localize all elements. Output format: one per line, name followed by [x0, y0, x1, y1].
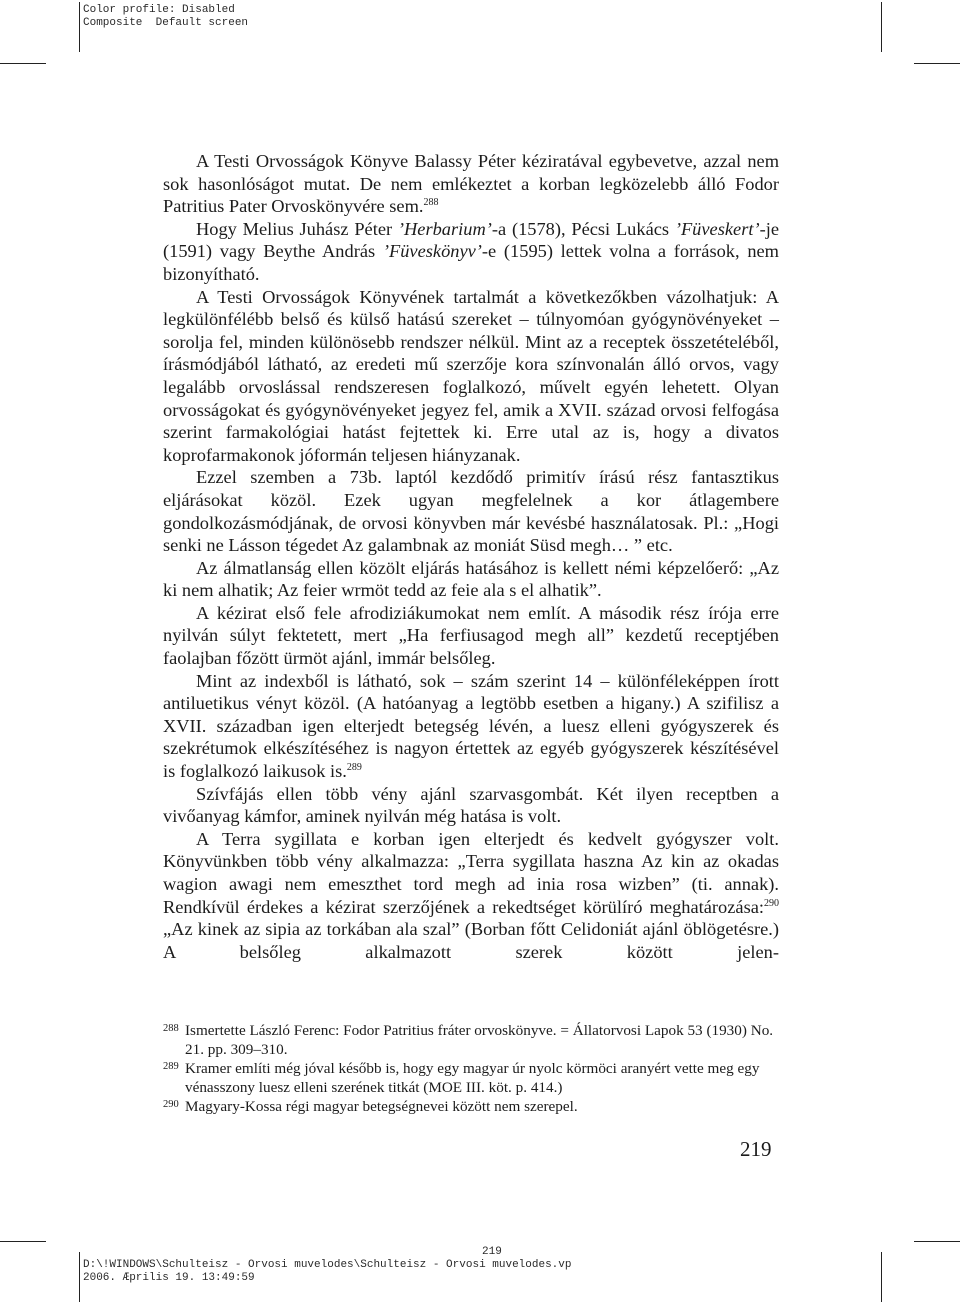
footnote-290 [163, 1097, 779, 1116]
footer-timestamp: 2006. Æprilis 19. 13:49:59 [83, 1272, 255, 1284]
footnote-text: Ismertette László Ferenc: Fodor Patritius fráter orvoskönyve. = Állatorvosi Lapok 53 (1930) No. 21. pp. 309–310. [185, 1022, 774, 1058]
footnote-number: 290 [163, 1099, 179, 1110]
footnote-ref-289: 289 [346, 762, 362, 774]
color-profile-label: Color profile: Disabled [83, 4, 235, 16]
paragraph-9-text-b: „Az kinek az sipia az torkában ala szal” (Borban főtt Celidoniát ajánl öblögetésre.) A belsőleg alkalmazott szerek között jelen- [163, 919, 779, 962]
paragraph-7-text: Mint az indexből is látható, sok – szám szerint 14 – különféleképpen írott antiluetikus vényt közöl. (A hatóanyag a legtöbb esetben a higany.) A szifilisz a XVII. században igen elterjedt betegség lévén, a luesz elleni gyógyszerek és szekrétumok elkészítéséhez is nagyon értettek az egyéb gyógyszerek készítésével is foglalkozó laikusok is. [163, 670, 779, 782]
paragraph-2 [163, 218, 779, 286]
footnotes [163, 1021, 779, 1116]
fuveskert-title: ’Füveskert’ [674, 218, 760, 239]
paragraph-2-text-a: Hogy Melius Juhász Péter [196, 218, 398, 239]
herbarium-title: ’Herbarium’ [397, 218, 492, 239]
footnote-ref-290: 290 [764, 897, 779, 909]
crop-mark-top-left-h [0, 63, 46, 64]
crop-mark-bottom-left-v [79, 1252, 80, 1302]
body-text [163, 150, 779, 963]
crop-mark-bottom-left-h [0, 1241, 46, 1242]
paragraph-1-text: A Testi Orvosságok Könyve Balassy Péter kéziratával egybevetve, azzal nem sok hasonlóságot mutat. De nem emlékeztet a korban legközelebb álló Fodor Patritius Pater Orvoskönyvére sem. [163, 151, 779, 217]
crop-mark-top-left-v [79, 2, 80, 52]
paragraph-2-text-e: -je (1591) vagy Beythe András [163, 218, 779, 262]
composite-label: Composite Default screen [83, 17, 249, 29]
footer-file-path: D:\!WINDOWS\Schulteisz - Orvosi muvelodes\Schulteisz - Orvosi muvelodes.vp [83, 1259, 572, 1271]
footnote-ref-288: 288 [423, 197, 439, 209]
paragraph-2-text-c: -a (1578), Pécsi Lukács [491, 218, 675, 239]
crop-mark-bottom-right-h [914, 1241, 960, 1242]
footnote-number: 288 [163, 1023, 179, 1034]
paragraph-4: Ezzel szemben a 73b. laptól kezdődő primitív írású rész fantasztikus eljárásokat közöl. Ezek ugyan megfelelnek a kor átlagembere gondolkozásmódjának, de orvosi könyvben már kevésbé használatosak. Pl.: „Hogi senki ne Lásson tégedet Az galambnak az moniát Süsd megh… ” etc. [163, 467, 779, 556]
paragraph-9 [163, 828, 779, 964]
fuveskonyv-title: ’Füveskönyv’ [382, 241, 482, 262]
footnote-text: Kramer említi még jóval később is, hogy egy magyar úr nyolc körmöci aranyért vette meg egy vénasszony luesz elleni szerének titkát (MOE III. köt. p. 414.) [185, 1060, 760, 1096]
paragraph-1 [163, 150, 779, 218]
footer-page-number: 219 [482, 1246, 502, 1258]
crop-mark-top-right-v [881, 2, 882, 52]
paragraph-7 [163, 670, 779, 783]
footnote-text: Magyary-Kossa régi magyar betegségnevei között nem szerepel. [185, 1098, 578, 1115]
page-number: 219 [740, 1137, 772, 1161]
paragraph-8: Szívfájás ellen több vény ajánl szarvasgombát. Két ilyen receptben a vivőanyag kámfor, aminek nyilván még hatása is volt. [163, 783, 779, 827]
paragraph-3: A Testi Orvosságok Könyvének tartalmát a következőkben vázolhatjuk: A legkülönfélébb belső és külső hatású szereket – túlnyomóan gyógynövényeket – sorolja fel, minden különösebb rendszer nélkül. Mint az a receptek összetételéből, írásmódjából látható, az eredeti mű szerzője kora színvonalán álló orvos, vagy legalább orvoslással rendszeresen foglalkozó, művelt egyén lehetett. Olyan orvosságokat és gyógynövényeket jegyez fel, amik a XVII. század orvosi felfogása szerint farmakológiai hatást fejtettek ki. Erre utal az is, hogy a divatos koprofarmakonok jóformán teljesen hiányzanak. [163, 286, 779, 465]
paragraph-5: Az álmatlanság ellen közölt eljárás hatásához is kellett némi képzelőerő: „Az ki nem alhatik; Az feier wrmöt tedd az feie ala s el alhatik”. [163, 557, 779, 601]
paragraph-6: A kézirat első fele afrodiziákumokat nem említ. A második rész írója erre nyilván súlyt fektetett, mert „Ha ferfiusagod megh all” kezdetű receptjében faolajban főzött ürmöt ajánl, immár belsőleg. [163, 602, 779, 669]
footnote-289 [163, 1059, 779, 1097]
footnote-288 [163, 1021, 779, 1059]
crop-mark-top-right-h [914, 63, 960, 64]
paragraph-9-text-a: A Terra sygillata e korban igen elterjedt és kedvelt gyógyszer volt. Könyvünkben több vény alkalmazza: „Terra sygillata haszna Az kin az okadas wagion awagi nem emeszthet tord megh ad inia rosa wizben” (ti. annak). Rendkívül érdekes a kézirat szerzőjének a rekedtséget körülíró meghatározása: [163, 828, 779, 917]
crop-mark-bottom-right-v [881, 1252, 882, 1302]
footnote-number: 289 [163, 1061, 179, 1072]
paragraph-2-text-g: -e (1595) lettek volna a források, nem bizonyítható. [163, 241, 779, 284]
